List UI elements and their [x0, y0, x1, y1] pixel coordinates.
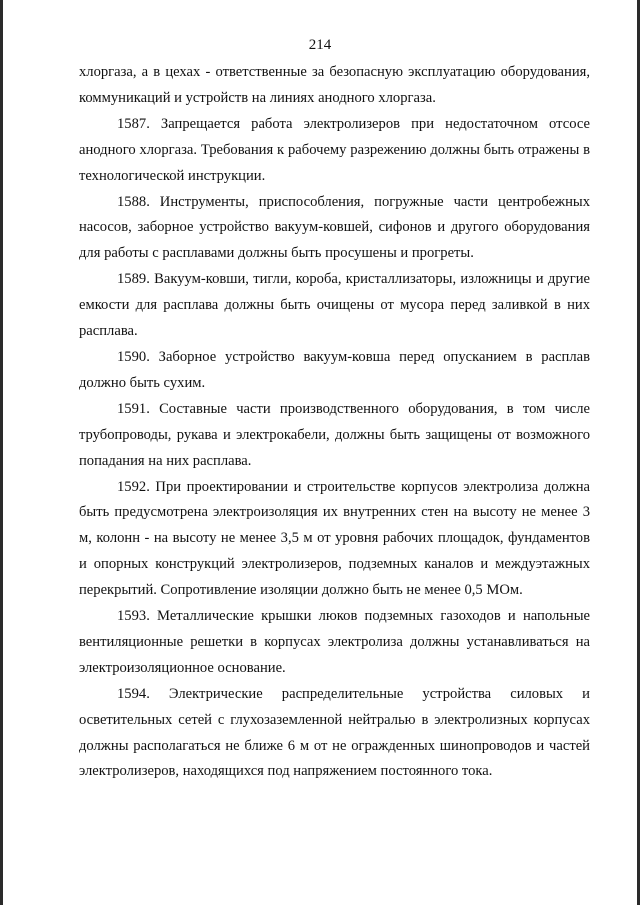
paragraph-1591: 1591. Составные части производственного оборудования, в том числе трубопроводы, рукава и электрокабели, должны быть защищены от возможного попадания на них расплава. [79, 400, 590, 469]
paragraph-1590: 1590. Заборное устройство вакуум-ковша перед опусканием в расплав должно быть сухим. [79, 348, 590, 391]
paragraph-continuation: хлоргаза, а в цехах - ответственные за безопасную эксплуатацию оборудования, коммуникаций и устройств на линиях анодного хлоргаза. [79, 64, 590, 106]
document-body [79, 60, 590, 785]
page-number: 214 [308, 37, 332, 53]
paragraph-1592: 1592. При проектировании и строительстве корпусов электролиза должна быть предусмотрена электроизоляция их внутренних стен на высоту не менее 3 м, колонн - на высоту не менее 3,5 м от уровня рабочих площадок, фундаментов и опорных конструкций электролизеров, подземных каналов и междуэтажных перекрытий. Сопротивление изоляции должно быть не менее 0,5 МОм. [79, 478, 590, 599]
paragraph-1593: 1593. Металлические крышки люков подземных газоходов и напольные вентиляционные решетки в корпусах электролиза должны устанавливаться на электроизоляционное основание. [79, 608, 590, 676]
paragraph-1587: 1587. Запрещается работа электролизеров при недостаточном отсосе анодного хлоргаза. Требования к рабочему разрежению должны быть отражены в технологической инструкции. [79, 115, 590, 184]
page-edge-left [0, 0, 3, 905]
paragraph-1588: 1588. Инструменты, приспособления, погружные части центробежных насосов, заборное устройство вакуум-ковшей, сифонов и другого оборудования для работы с расплавами должны быть просушены и прогреты. [79, 193, 590, 262]
paragraph-1589: 1589. Вакуум-ковши, тигли, короба, кристаллизаторы, изложницы и другие емкости для расплава должны быть очищены от мусора перед заливкой в них расплава. [79, 271, 590, 340]
paragraph-1594: 1594. Электрические распределительные устройства силовых и осветительных сетей с глухозаземленной нейтралью в электролизных корпусах должны располагаться не ближе 6 м от не огражденных шинопроводов и частей электролизеров, находящихся под напряжением постоянного тока. [79, 685, 590, 780]
